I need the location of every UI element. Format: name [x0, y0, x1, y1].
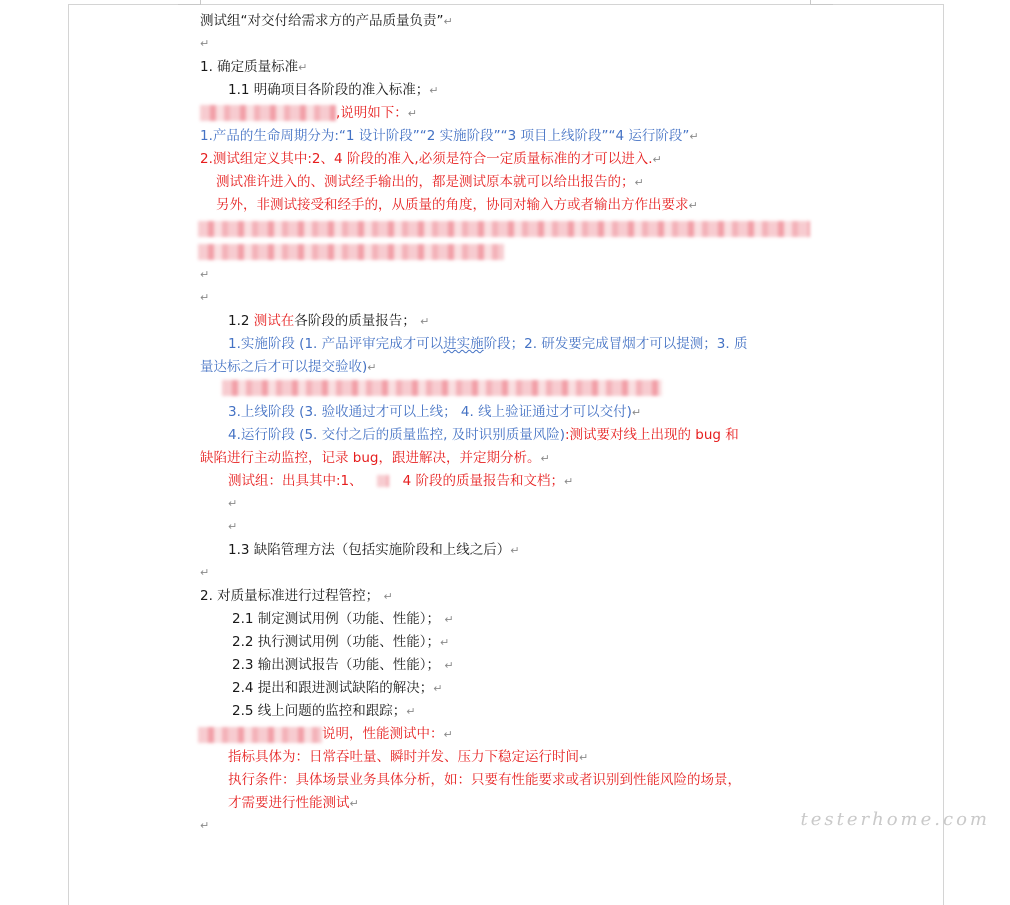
redacted-block	[198, 221, 810, 237]
sub-1-3: 1.3 缺陷管理方法（包括实施阶段和上线之后）↵	[228, 542, 520, 558]
other-line: 另外，非测试接受和经手的，从质量的角度，协同对输入方或者输出方作出要求↵	[216, 197, 698, 213]
condition-line: 执行条件：具体场景业务具体分析，如：只要有性能要求或者识别到性能风险的场景，	[228, 772, 741, 788]
crop-mark-left	[178, 0, 201, 5]
header-line: 测试组“对交付给需求方的产品质量负责”↵	[200, 13, 453, 29]
implementation-line: 1.实施阶段 (1. 产品评审完成才可以进实施阶段；2. 研发要完成冒烟才可以提测；3. 质	[228, 336, 748, 352]
implementation-line-2: 量达标之后才可以提交验收)↵	[200, 359, 377, 375]
list-item: 2.2 执行测试用例（功能、性能）；↵	[232, 634, 450, 650]
redacted-block	[377, 475, 389, 487]
redacted-block	[200, 105, 336, 121]
empty-paragraph: ↵	[200, 268, 210, 281]
sub-1-2: 1.2 测试在各阶段的质量报告； ↵	[228, 313, 430, 329]
metric-line: 指标具体为：日常吞吐量、瞬时并发、压力下稳定运行时间↵	[228, 749, 589, 765]
list-item: 2.4 提出和跟进测试缺陷的解决；↵	[232, 680, 443, 696]
redacted-block	[198, 727, 322, 743]
list-item: 2.5 线上问题的监控和跟踪；↵	[232, 703, 416, 719]
section-2-title: 2. 对质量标准进行过程管控； ↵	[200, 588, 393, 604]
empty-paragraph: ↵	[200, 566, 210, 579]
run-line: 4.运行阶段 (5. 交付之后的质量监控, 及时识别质量风险):测试要对线上出现的 bug 和	[228, 427, 739, 443]
watermark: testerhome.com	[800, 809, 990, 830]
redacted-block	[222, 380, 662, 396]
empty-paragraph: ↵	[200, 37, 210, 50]
list-item: 2.3 输出测试报告（功能、性能）； ↵	[232, 657, 454, 673]
empty-paragraph: ↵	[228, 497, 238, 510]
online-line: 3.上线阶段 (3. 验收通过才可以上线； 4. 线上验证通过才可以交付)↵	[228, 404, 642, 420]
condition-line-2: 才需要进行性能测试↵	[228, 795, 359, 811]
performance-line: 说明，性能测试中：↵	[322, 726, 453, 742]
section-1-title: 1. 确定质量标准↵	[200, 59, 308, 75]
crop-mark-right	[810, 0, 833, 5]
run-line-2: 缺陷进行主动监控，记录 bug，跟进解决，并定期分析。↵	[200, 450, 550, 466]
team-line: 测试组：出具其中:1、 4 阶段的质量报告和文档；↵	[228, 473, 574, 489]
lifecycle-line: 1.产品的生命周期分为:“1 设计阶段”“2 实施阶段”“3 项目上线阶段”“4 运行阶段”↵	[200, 128, 699, 144]
explanation-line: ,说明如下：↵	[336, 105, 418, 121]
empty-paragraph: ↵	[200, 291, 210, 304]
redacted-block	[198, 244, 504, 260]
empty-paragraph: ↵	[228, 520, 238, 533]
list-item: 2.1 制定测试用例（功能、性能）； ↵	[232, 611, 454, 627]
allow-line: 测试准许进入的、测试经手输出的，都是测试原本就可以给出报告的；↵	[216, 174, 644, 190]
sub-1-1: 1.1 明确项目各阶段的准入标准；↵	[228, 82, 439, 98]
empty-paragraph: ↵	[200, 819, 210, 832]
definition-line: 2.测试组定义其中:2、4 阶段的准入,必须是符合一定质量标准的才可以进入.↵	[200, 151, 662, 167]
